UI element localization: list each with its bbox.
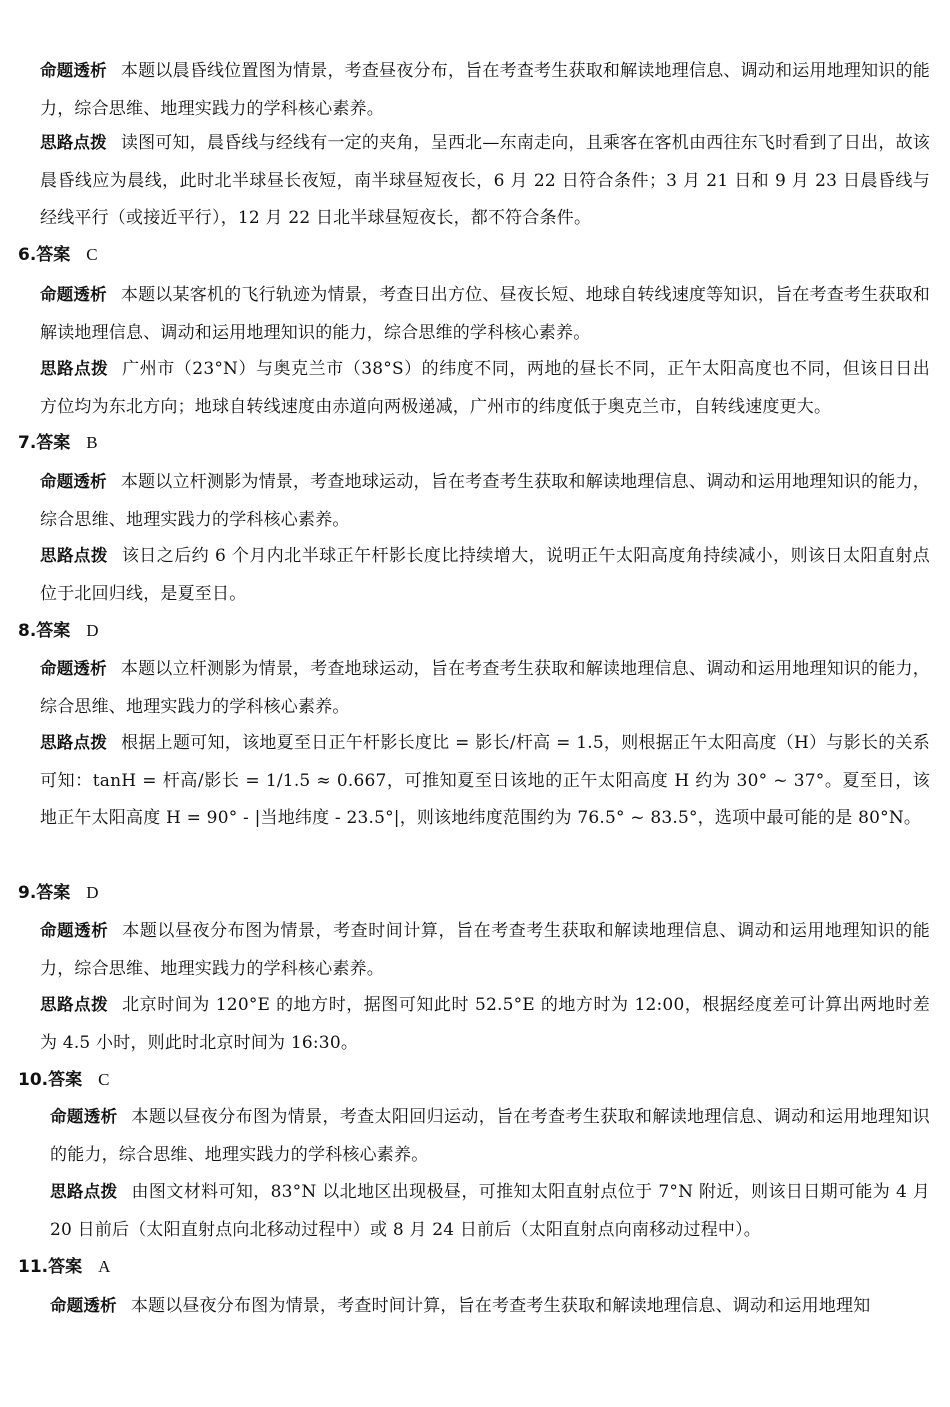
analysis-label: 命题透析 bbox=[50, 1107, 118, 1126]
hint-label: 思路点拨 bbox=[40, 733, 108, 752]
hint-label: 思路点拨 bbox=[50, 1182, 118, 1201]
q9-answer-value: D bbox=[86, 883, 99, 902]
answer-label: 答案 bbox=[36, 883, 71, 903]
q5-hint-text: 读图可知，晨昏线与经线有一定的夹角，呈西北—东南走向，且乘客在客机由西往东飞时看到了日出，故该晨昏线应为晨线，此时北半球昼长夜短，南半球昼短夜长，6 月 22 日符合条件；3 月 21 日和 9 月 23 日晨昏线与经线平行（或接近平行），12 月 22 日北半球昼短夜长，都不符合条件。 bbox=[40, 133, 930, 228]
q9-hint-text: 北京时间为 120°E 的地方时，据图可知此时 52.5°E 的地方时为 12:00，根据经度差可计算出两地时差为 4.5 小时，则此时北京时间为 16:30。 bbox=[40, 995, 930, 1053]
q11-analysis bbox=[50, 1287, 930, 1326]
q9-number: 9. bbox=[18, 883, 37, 903]
q9-answer bbox=[18, 878, 99, 908]
q9-analysis bbox=[40, 912, 930, 988]
analysis-label: 命题透析 bbox=[40, 285, 107, 304]
q6-number: 6. bbox=[18, 245, 37, 265]
q10-hint-text: 由图文材料可知，83°N 以北地区出现极昼，可推知太阳直射点位于 7°N 附近，则该日日期可能为 4 月 20 日前后（太阳直射点向北移动过程中）或 8 月 24 日前后（太阳直射点向南移动过程中）。 bbox=[50, 1182, 930, 1240]
q10-hint bbox=[50, 1173, 930, 1249]
answer-label: 答案 bbox=[36, 433, 71, 453]
q9-analysis-text: 本题以昼夜分布图为情景，考查时间计算，旨在考查考生获取和解读地理信息、调动和运用地理知识的能力，综合思维、地理实践力的学科核心素养。 bbox=[40, 921, 930, 979]
q5-hint bbox=[40, 124, 930, 238]
q10-answer-value: C bbox=[98, 1070, 110, 1089]
q8-analysis-text: 本题以立杆测影为情景，考查地球运动，旨在考查考生获取和解读地理信息、调动和运用地理知识的能力，综合思维、地理实践力的学科核心素养。 bbox=[40, 659, 930, 717]
q5-analysis bbox=[40, 52, 930, 128]
q6-answer bbox=[18, 240, 98, 270]
q11-number: 11. bbox=[18, 1257, 49, 1277]
answer-label: 答案 bbox=[36, 621, 71, 641]
q8-answer-value: D bbox=[86, 621, 99, 640]
analysis-label: 命题透析 bbox=[50, 1296, 117, 1315]
q8-hint bbox=[40, 724, 930, 838]
answer-label: 答案 bbox=[36, 245, 71, 265]
q10-analysis-text: 本题以昼夜分布图为情景，考查太阳回归运动，旨在考查考生获取和解读地理信息、调动和运用地理知识的能力，综合思维、地理实践力的学科核心素养。 bbox=[50, 1107, 930, 1165]
hint-label: 思路点拨 bbox=[40, 359, 109, 378]
q6-answer-value: C bbox=[86, 245, 98, 264]
analysis-label: 命题透析 bbox=[40, 659, 107, 678]
q8-number: 8. bbox=[18, 621, 37, 641]
q7-answer bbox=[18, 428, 98, 458]
q5-analysis-text: 本题以晨昏线位置图为情景，考查昼夜分布，旨在考查考生获取和解读地理信息、调动和运用地理知识的能力，综合思维、地理实践力的学科核心素养。 bbox=[40, 61, 930, 119]
hint-label: 思路点拨 bbox=[40, 133, 107, 152]
analysis-label: 命题透析 bbox=[40, 472, 107, 491]
q10-analysis bbox=[50, 1098, 930, 1174]
q7-number: 7. bbox=[18, 433, 37, 453]
q11-analysis-text: 本题以昼夜分布图为情景，考查时间计算，旨在考查考生获取和解读地理信息、调动和运用地理知 bbox=[130, 1296, 871, 1316]
q7-answer-value: B bbox=[86, 433, 98, 452]
q10-answer bbox=[18, 1065, 109, 1095]
q7-hint-text: 该日之后约 6 个月内北半球正午杆影长度比持续增大，说明正午太阳高度角持续减小，则该日太阳直射点位于北回归线，是夏至日。 bbox=[40, 546, 930, 604]
hint-label: 思路点拨 bbox=[40, 995, 109, 1014]
q10-number: 10. bbox=[18, 1070, 49, 1090]
q8-hint-text: 根据上题可知，该地夏至日正午杆影长度比 = 影长/杆高 = 1.5，则根据正午太阳高度（H）与影长的关系可知：tanH = 杆高/影长 = 1/1.5 ≈ 0.667，可推知夏至日该地的正午太阳高度 H 约为 30° ~ 37°。夏至日，该地正午太阳高度 H = 90° - |当地纬度 - 23.5°|，则该地纬度范围约为 76.5° ~ 83.5°，选项中最可能的是 80°N。 bbox=[40, 733, 930, 828]
q7-analysis-text: 本题以立杆测影为情景，考查地球运动，旨在考查考生获取和解读地理信息、调动和运用地理知识的能力，综合思维、地理实践力的学科核心素养。 bbox=[40, 472, 930, 530]
answer-label: 答案 bbox=[48, 1070, 83, 1090]
q7-analysis bbox=[40, 463, 930, 539]
analysis-label: 命题透析 bbox=[40, 61, 107, 80]
q6-hint-text: 广州市（23°N）与奥克兰市（38°S）的纬度不同，两地的昼长不同，正午太阳高度也不同，但该日日出方位均为东北方向；地球自转线速度由赤道向两极递减，广州市的纬度低于奥克兰市，自转线速度更大。 bbox=[40, 359, 930, 417]
q8-analysis bbox=[40, 650, 930, 726]
q11-answer bbox=[18, 1252, 110, 1282]
analysis-label: 命题透析 bbox=[40, 921, 109, 940]
q6-hint bbox=[40, 350, 930, 426]
answer-label: 答案 bbox=[48, 1257, 83, 1277]
q6-analysis-text: 本题以某客机的飞行轨迹为情景，考查日出方位、昼夜长短、地球自转线速度等知识，旨在考查考生获取和解读地理信息、调动和运用地理知识的能力，综合思维的学科核心素养。 bbox=[40, 285, 930, 343]
q11-answer-value: A bbox=[98, 1257, 111, 1276]
q8-answer bbox=[18, 616, 99, 646]
q7-hint bbox=[40, 537, 930, 613]
q9-hint bbox=[40, 986, 930, 1062]
hint-label: 思路点拨 bbox=[40, 546, 108, 565]
q6-analysis bbox=[40, 276, 930, 352]
